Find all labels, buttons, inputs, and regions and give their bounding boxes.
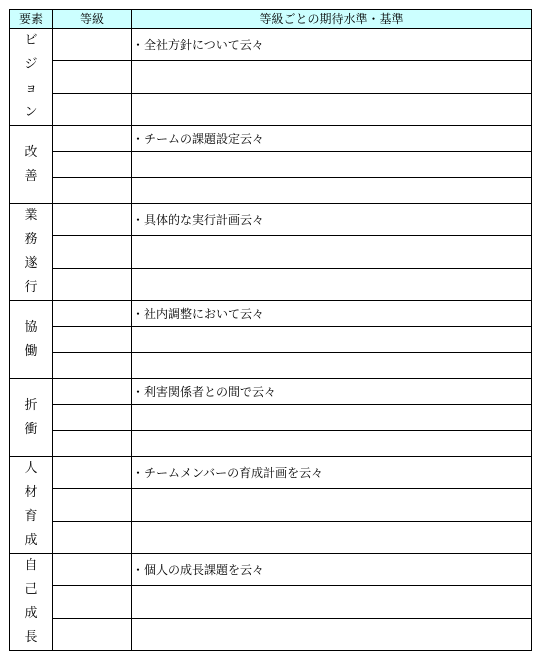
grade-cell[interactable] (53, 301, 132, 327)
table-row (10, 61, 532, 93)
element-char: 務 (24, 232, 38, 247)
table-row (10, 353, 532, 379)
table-row (10, 489, 532, 521)
element-cell (10, 29, 53, 126)
table-row (10, 236, 532, 268)
standard-cell[interactable]: ・具体的な実行計画云々 (132, 204, 532, 236)
element-char: 行 (24, 280, 38, 295)
element-char: 協 (24, 319, 38, 335)
standard-cell[interactable] (132, 93, 532, 125)
grade-cell[interactable] (53, 268, 132, 300)
grade-cell[interactable] (53, 489, 132, 521)
grade-cell[interactable] (53, 521, 132, 553)
element-cell (10, 126, 53, 204)
element-char: 己 (24, 582, 38, 597)
element-char: 業 (24, 208, 38, 223)
element-char: ビ (24, 33, 38, 48)
table-row (10, 126, 532, 152)
table-row (10, 268, 532, 300)
element-char: 育 (24, 509, 38, 524)
table-row (10, 431, 532, 457)
table-row (10, 554, 532, 586)
standard-cell[interactable] (132, 236, 532, 268)
table-row (10, 405, 532, 431)
table-row (10, 301, 532, 327)
element-cell (10, 379, 53, 457)
element-cell (10, 301, 53, 379)
grade-cell[interactable] (53, 178, 132, 204)
table-row (10, 521, 532, 553)
element-char: 働 (24, 343, 38, 359)
grade-cell[interactable] (53, 126, 132, 152)
grade-cell[interactable] (53, 554, 132, 586)
element-cell (10, 554, 53, 651)
table-row (10, 379, 532, 405)
evaluation-criteria-table (9, 9, 532, 651)
standard-cell[interactable] (132, 431, 532, 457)
table-row (10, 93, 532, 125)
standard-cell[interactable]: ・社内調整において云々 (132, 301, 532, 327)
header-grade: 等級 (53, 10, 132, 29)
header-standard: 等級ごとの期待水準・基準 (132, 10, 532, 29)
table-row (10, 586, 532, 618)
standard-cell[interactable] (132, 268, 532, 300)
table-row (10, 204, 532, 236)
standard-cell[interactable]: ・チームの課題設定云々 (132, 126, 532, 152)
element-char: 材 (24, 485, 38, 500)
table-row (10, 457, 532, 489)
grade-cell[interactable] (53, 379, 132, 405)
standard-cell[interactable] (132, 152, 532, 178)
table-row (10, 327, 532, 353)
element-char: 衝 (24, 421, 38, 437)
standard-cell[interactable] (132, 521, 532, 553)
element-char: ジ (24, 57, 38, 72)
grade-cell[interactable] (53, 457, 132, 489)
element-char: 人 (24, 461, 38, 476)
grade-cell[interactable] (53, 152, 132, 178)
grade-cell[interactable] (53, 29, 132, 61)
standard-cell[interactable]: ・利害関係者との間で云々 (132, 379, 532, 405)
standard-cell[interactable] (132, 61, 532, 93)
grade-cell[interactable] (53, 353, 132, 379)
element-char: 自 (24, 558, 38, 573)
element-char: 折 (24, 397, 38, 413)
grade-cell[interactable] (53, 61, 132, 93)
standard-cell[interactable]: ・全社方針について云々 (132, 29, 532, 61)
element-char: 改 (24, 144, 38, 160)
standard-cell[interactable]: ・チームメンバーの育成計画を云々 (132, 457, 532, 489)
standard-cell[interactable] (132, 489, 532, 521)
element-cell (10, 457, 53, 554)
element-char: 長 (24, 630, 38, 645)
grade-cell[interactable] (53, 586, 132, 618)
table-row (10, 178, 532, 204)
standard-cell[interactable] (132, 405, 532, 431)
grade-cell[interactable] (53, 93, 132, 125)
table-row (10, 29, 532, 61)
grade-cell[interactable] (53, 327, 132, 353)
grade-cell[interactable] (53, 431, 132, 457)
element-cell (10, 204, 53, 301)
element-char: ョ (24, 81, 38, 96)
element-char: 成 (24, 606, 38, 621)
standard-cell[interactable] (132, 353, 532, 379)
grade-cell[interactable] (53, 204, 132, 236)
table-body (10, 29, 532, 651)
standard-cell[interactable] (132, 327, 532, 353)
grade-cell[interactable] (53, 405, 132, 431)
element-char: 善 (24, 168, 38, 184)
standard-cell[interactable] (132, 178, 532, 204)
element-char: 遂 (24, 256, 38, 271)
grade-cell[interactable] (53, 618, 132, 650)
element-char: ン (24, 105, 38, 120)
standard-cell[interactable] (132, 618, 532, 650)
standard-cell[interactable] (132, 586, 532, 618)
element-char: 成 (24, 533, 38, 548)
grade-cell[interactable] (53, 236, 132, 268)
table-row (10, 152, 532, 178)
table-row (10, 618, 532, 650)
header-element: 要素 (10, 10, 53, 29)
standard-cell[interactable]: ・個人の成長課題を云々 (132, 554, 532, 586)
